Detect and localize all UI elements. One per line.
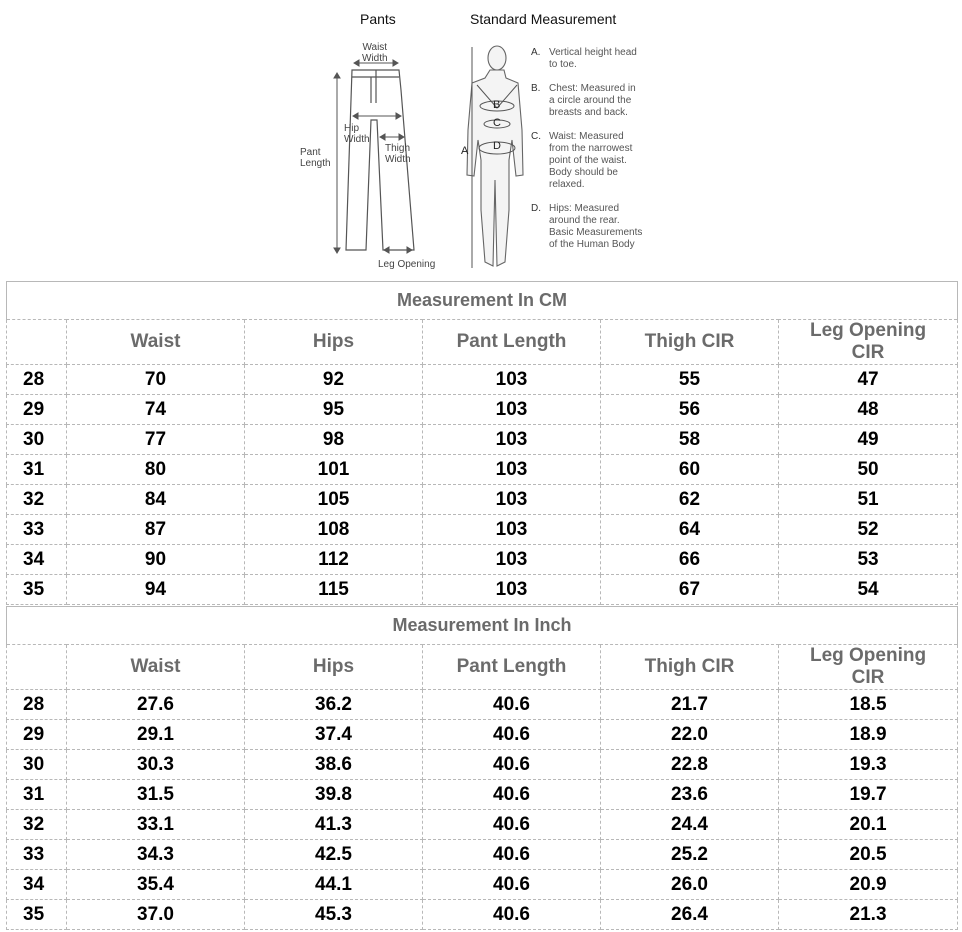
hips-cell: 115 bbox=[245, 575, 423, 605]
pant-length-cell: 103 bbox=[423, 455, 601, 485]
hips-cell: 98 bbox=[245, 425, 423, 455]
waist-cell: 70 bbox=[67, 365, 245, 395]
measurement-diagram bbox=[0, 0, 962, 280]
leg-opening-cell: 21.3 bbox=[779, 900, 958, 930]
note-b-key: B. bbox=[531, 83, 541, 94]
hips-cell: 101 bbox=[245, 455, 423, 485]
header-waist: Waist bbox=[67, 645, 245, 690]
table-row bbox=[7, 810, 958, 840]
hips-cell: 95 bbox=[245, 395, 423, 425]
thigh-cell: 22.8 bbox=[601, 750, 779, 780]
table-row bbox=[7, 870, 958, 900]
waist-cell: 29.1 bbox=[67, 720, 245, 750]
thigh-cell: 66 bbox=[601, 545, 779, 575]
hips-cell: 105 bbox=[245, 485, 423, 515]
hips-cell: 39.8 bbox=[245, 780, 423, 810]
note-d-text: Hips: Measured around the rear. Basic Measurements of the Human Body bbox=[549, 203, 643, 250]
size-cell: 34 bbox=[7, 545, 67, 575]
leg-opening-cell: 20.9 bbox=[779, 870, 958, 900]
size-cell: 32 bbox=[7, 485, 67, 515]
table-row bbox=[7, 545, 958, 575]
waist-cell: 94 bbox=[67, 575, 245, 605]
size-cell: 35 bbox=[7, 575, 67, 605]
header-hips: Hips bbox=[245, 320, 423, 365]
hips-cell: 41.3 bbox=[245, 810, 423, 840]
hips-cell: 112 bbox=[245, 545, 423, 575]
table-row bbox=[7, 840, 958, 870]
table-row bbox=[7, 395, 958, 425]
pant-length-cell: 103 bbox=[423, 365, 601, 395]
table-row bbox=[7, 780, 958, 810]
header-size bbox=[7, 320, 67, 365]
size-cell: 28 bbox=[7, 365, 67, 395]
leg-opening-cell: 20.1 bbox=[779, 810, 958, 840]
waist-cell: 84 bbox=[67, 485, 245, 515]
standard-measurement-title: Standard Measurement bbox=[470, 11, 617, 27]
leg-opening-cell: 19.3 bbox=[779, 750, 958, 780]
size-cell: 29 bbox=[7, 720, 67, 750]
leg-opening-cell: 49 bbox=[779, 425, 958, 455]
hips-cell: 45.3 bbox=[245, 900, 423, 930]
size-table-inch bbox=[6, 606, 958, 930]
body-letter-c: C bbox=[493, 117, 501, 129]
size-cell: 31 bbox=[7, 780, 67, 810]
pant-length-cell: 103 bbox=[423, 515, 601, 545]
pant-length-cell: 103 bbox=[423, 425, 601, 455]
hip-width-label: Hip Width bbox=[344, 123, 370, 145]
pants-title: Pants bbox=[360, 11, 396, 27]
waist-cell: 31.5 bbox=[67, 780, 245, 810]
hips-cell: 42.5 bbox=[245, 840, 423, 870]
hips-cell: 37.4 bbox=[245, 720, 423, 750]
table-row bbox=[7, 425, 958, 455]
thigh-cell: 64 bbox=[601, 515, 779, 545]
note-b bbox=[531, 83, 636, 119]
thigh-cell: 26.4 bbox=[601, 900, 779, 930]
table-row bbox=[7, 365, 958, 395]
size-table-cm bbox=[6, 281, 958, 605]
leg-opening-cell: 52 bbox=[779, 515, 958, 545]
hips-cell: 108 bbox=[245, 515, 423, 545]
body-figure bbox=[467, 46, 523, 266]
size-cell: 32 bbox=[7, 810, 67, 840]
thigh-cell: 26.0 bbox=[601, 870, 779, 900]
waist-cell: 87 bbox=[67, 515, 245, 545]
note-c-key: C. bbox=[531, 131, 541, 142]
pant-length-cell: 103 bbox=[423, 395, 601, 425]
header-hips: Hips bbox=[245, 645, 423, 690]
leg-opening-cell: 47 bbox=[779, 365, 958, 395]
table-row bbox=[7, 575, 958, 605]
table-title: Measurement In CM bbox=[7, 282, 958, 320]
body-letter-d: D bbox=[493, 140, 501, 152]
thigh-cell: 24.4 bbox=[601, 810, 779, 840]
size-cell: 33 bbox=[7, 515, 67, 545]
hips-cell: 92 bbox=[245, 365, 423, 395]
pant-length-cell: 40.6 bbox=[423, 780, 601, 810]
header-waist: Waist bbox=[67, 320, 245, 365]
header-pant-length: Pant Length bbox=[423, 320, 601, 365]
leg-opening-cell: 51 bbox=[779, 485, 958, 515]
waist-cell: 35.4 bbox=[67, 870, 245, 900]
note-d bbox=[531, 203, 643, 251]
table-title: Measurement In Inch bbox=[7, 607, 958, 645]
note-b-text: Chest: Measured in a circle around the breasts and back. bbox=[549, 83, 636, 118]
leg-opening-cell: 48 bbox=[779, 395, 958, 425]
pant-length-cell: 40.6 bbox=[423, 750, 601, 780]
pant-length-cell: 40.6 bbox=[423, 840, 601, 870]
waist-cell: 27.6 bbox=[67, 690, 245, 720]
body-letter-a: A bbox=[461, 145, 469, 157]
waist-cell: 37.0 bbox=[67, 900, 245, 930]
pant-length-cell: 103 bbox=[423, 485, 601, 515]
size-cell: 33 bbox=[7, 840, 67, 870]
pant-length-cell: 40.6 bbox=[423, 810, 601, 840]
leg-opening-cell: 54 bbox=[779, 575, 958, 605]
pant-length-cell: 103 bbox=[423, 545, 601, 575]
header-thigh-cir: Thigh CIR bbox=[601, 645, 779, 690]
leg-opening-cell: 19.7 bbox=[779, 780, 958, 810]
pant-length-cell: 40.6 bbox=[423, 690, 601, 720]
header-leg-opening-cir: Leg Opening CIR bbox=[779, 320, 958, 365]
thigh-cell: 23.6 bbox=[601, 780, 779, 810]
waist-cell: 90 bbox=[67, 545, 245, 575]
hips-cell: 44.1 bbox=[245, 870, 423, 900]
table-row bbox=[7, 485, 958, 515]
table-row bbox=[7, 455, 958, 485]
thigh-cell: 67 bbox=[601, 575, 779, 605]
table-row bbox=[7, 900, 958, 930]
waist-width-label: Waist Width bbox=[362, 42, 388, 64]
note-a bbox=[531, 47, 637, 71]
hips-cell: 36.2 bbox=[245, 690, 423, 720]
note-d-key: D. bbox=[531, 203, 541, 214]
thigh-cell: 58 bbox=[601, 425, 779, 455]
note-c-text: Waist: Measured from the narrowest point of the waist. Body should be relaxed. bbox=[549, 131, 633, 190]
note-c bbox=[531, 131, 633, 191]
header-thigh-cir: Thigh CIR bbox=[601, 320, 779, 365]
pant-length-cell: 40.6 bbox=[423, 870, 601, 900]
waist-cell: 30.3 bbox=[67, 750, 245, 780]
waist-cell: 33.1 bbox=[67, 810, 245, 840]
leg-opening-cell: 18.5 bbox=[779, 690, 958, 720]
header-leg-opening-cir: Leg Opening CIR bbox=[779, 645, 958, 690]
leg-opening-cell: 53 bbox=[779, 545, 958, 575]
table-row bbox=[7, 750, 958, 780]
table-row bbox=[7, 720, 958, 750]
pants-and-body-illustration bbox=[0, 0, 962, 280]
body-letter-b: B bbox=[493, 99, 501, 111]
leg-opening-cell: 18.9 bbox=[779, 720, 958, 750]
table-row bbox=[7, 690, 958, 720]
header-pant-length: Pant Length bbox=[423, 645, 601, 690]
waist-cell: 77 bbox=[67, 425, 245, 455]
note-a-text: Vertical height head to toe. bbox=[549, 47, 637, 70]
thigh-cell: 21.7 bbox=[601, 690, 779, 720]
size-cell: 29 bbox=[7, 395, 67, 425]
waist-cell: 80 bbox=[67, 455, 245, 485]
thigh-cell: 60 bbox=[601, 455, 779, 485]
waist-cell: 74 bbox=[67, 395, 245, 425]
size-cell: 28 bbox=[7, 690, 67, 720]
pant-length-cell: 40.6 bbox=[423, 900, 601, 930]
table-row bbox=[7, 515, 958, 545]
leg-opening-cell: 20.5 bbox=[779, 840, 958, 870]
hips-cell: 38.6 bbox=[245, 750, 423, 780]
thigh-width-label: Thigh Width bbox=[385, 143, 411, 165]
thigh-cell: 56 bbox=[601, 395, 779, 425]
thigh-cell: 22.0 bbox=[601, 720, 779, 750]
thigh-cell: 62 bbox=[601, 485, 779, 515]
size-cell: 35 bbox=[7, 900, 67, 930]
waist-cell: 34.3 bbox=[67, 840, 245, 870]
size-cell: 30 bbox=[7, 750, 67, 780]
leg-opening-cell: 50 bbox=[779, 455, 958, 485]
pant-length-cell: 40.6 bbox=[423, 720, 601, 750]
thigh-cell: 25.2 bbox=[601, 840, 779, 870]
size-cell: 31 bbox=[7, 455, 67, 485]
pant-length-cell: 103 bbox=[423, 575, 601, 605]
header-size bbox=[7, 645, 67, 690]
thigh-cell: 55 bbox=[601, 365, 779, 395]
pant-length-label: Pant Length bbox=[300, 147, 331, 169]
leg-opening-label: Leg Opening bbox=[378, 259, 436, 270]
size-cell: 34 bbox=[7, 870, 67, 900]
size-cell: 30 bbox=[7, 425, 67, 455]
note-a-key: A. bbox=[531, 47, 541, 58]
